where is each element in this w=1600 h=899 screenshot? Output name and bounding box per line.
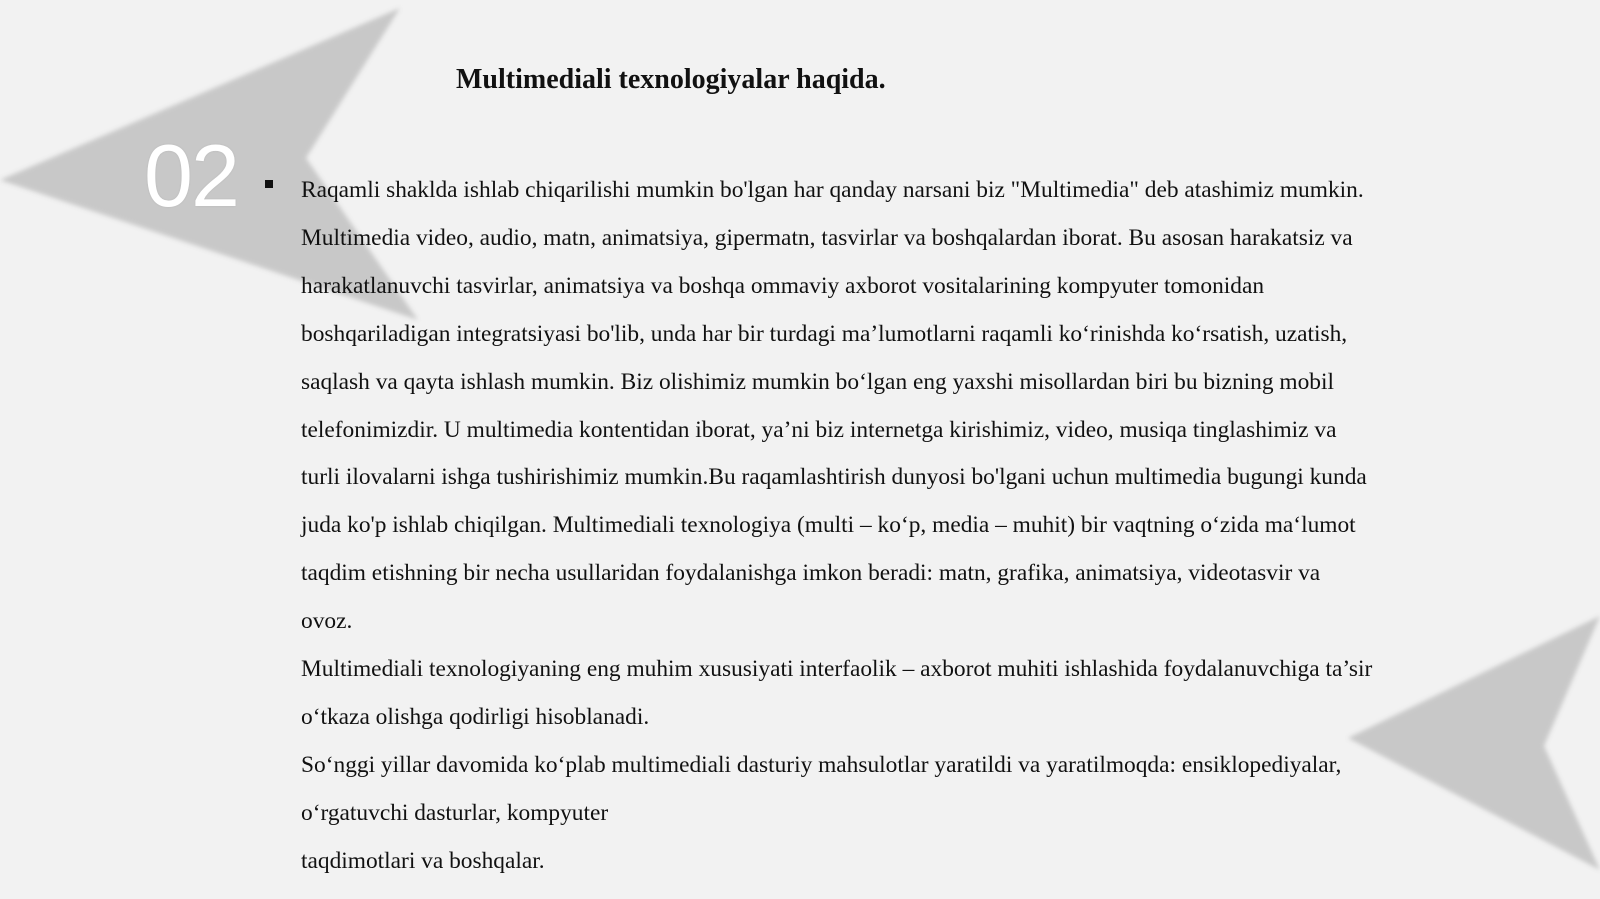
body-line: oʻrgatuvchi dasturlar, kompyuter — [301, 799, 609, 826]
body-text — [301, 167, 1523, 886]
slide-title: Multimediali texnologiyalar haqida. — [456, 64, 886, 95]
body-line: Raqamli shaklda ishlab chiqarilishi mumkin bo'lgan har qanday narsani biz "Multimedia" deb atashimiz mumkin. — [301, 177, 1364, 203]
bullet-square-icon — [265, 180, 273, 188]
body-line: Soʻnggi yillar davomida koʻplab multimediali dasturiy mahsulotlar yaratildi va yaratilmoqda: ensiklopediyalar, — [301, 751, 1342, 778]
slide-number: 02 — [144, 126, 238, 225]
body-line: Multimedia video, audio, matn, animatsiya, gipermatn, tasvirlar va boshqalardan iborat. Bu asosan harakatsiz va — [301, 224, 1353, 251]
body-line: telefonimizdir. U multimedia kontentidan iborat, ya’ni biz internetga kirishimiz, video, musiqa tinglashimiz va — [301, 416, 1337, 443]
body-line: saqlash va qayta ishlash mumkin. Biz olishimiz mumkin boʻlgan eng yaxshi misollardan biri bu bizning mobil — [301, 368, 1334, 395]
body-line: turli ilovalarni ishga tushirishimiz mumkin.Bu raqamlashtirish dunyosi bo'lgani uchun multimedia bugungi kunda — [301, 464, 1367, 491]
body-line: boshqariladigan integratsiyasi bo'lib, unda har bir turdagi ma’lumotlarni raqamli koʻrinishda koʻrsatish, uzatish, — [301, 320, 1348, 347]
body-line: harakatlanuvchi tasvirlar, animatsiya va boshqa ommaviy axborot vositalarining kompyuter tomonidan — [301, 272, 1265, 299]
body-line: juda ko'p ishlab chiqilgan. Multimediali texnologiya (multi – koʻp, media – muhit) bir vaqtning oʻzida maʻlumot — [301, 512, 1356, 539]
body-line: Multimediali texnologiyaning eng muhim xususiyati interfaolik – axborot muhiti ishlashida foydalanuvchiga ta’sir — [301, 656, 1373, 683]
body-line: taqdimotlari va boshqalar. — [301, 847, 545, 874]
body-line: taqdim etishning bir necha usullaridan foydalanishga imkon beradi: matn, grafika, animatsiya, videotasvir va — [301, 560, 1321, 587]
body-line: ovoz. — [301, 608, 353, 635]
body-line: oʻtkaza olishga qodirligi hisoblanadi. — [301, 703, 650, 730]
